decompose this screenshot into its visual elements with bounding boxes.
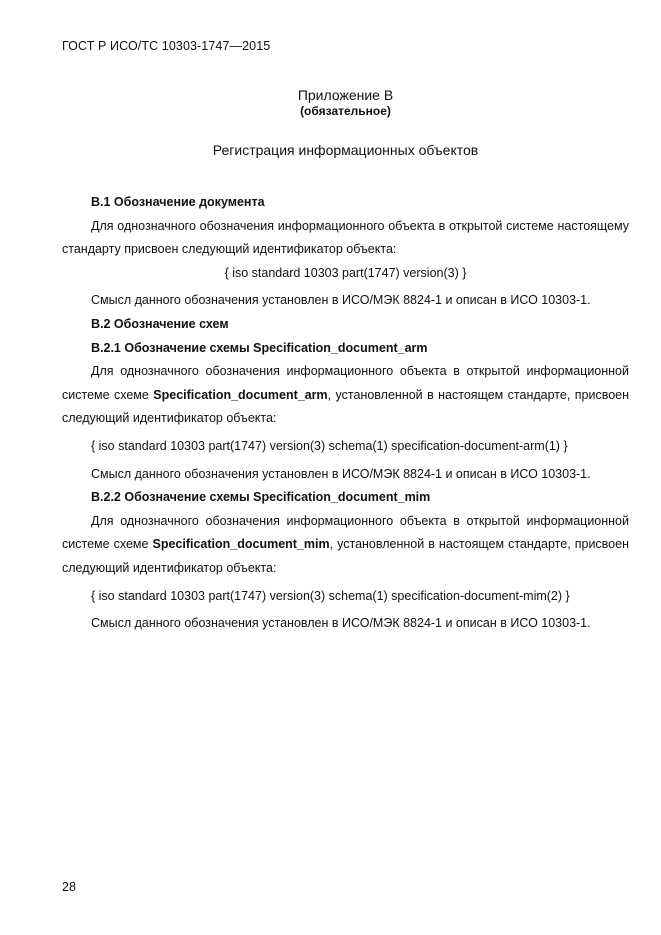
section-heading-b1: B.1 Обозначение документа	[91, 195, 265, 209]
paragraph-b1: Для однозначного обозначения информационного объекта в открытой системе настоящему стандарту присвоен следующий идентификатор объекта:	[62, 218, 629, 257]
appendix-title: Приложение B	[297, 87, 394, 103]
section-heading-b21: B.2.1 Обозначение схемы Specification_document_arm	[91, 340, 428, 355]
page-number: 28	[62, 880, 76, 894]
object-identifier-b21: { iso standard 10303 part(1747) version(3) schema(1) specification-document-arm(1) }	[91, 438, 568, 453]
appendix-heading	[0, 87, 661, 118]
object-identifier-b22: { iso standard 10303 part(1747) version(3) schema(1) specification-document-mim(2) }	[91, 588, 570, 603]
meaning-note-b1: Смысл данного обозначения установлен в ИСО/МЭК 8824-1 и описан в ИСО 10303-1.	[91, 293, 591, 308]
paragraph-b22-end: , установленной в настоящем стандарте, присвоен следующий идентификатор объекта:	[62, 537, 629, 575]
meaning-note-b22: Смысл данного обозначения установлен в ИСО/МЭК 8824-1 и описан в ИСО 10303-1.	[91, 616, 591, 631]
document-header-code: ГОСТ Р ИСО/ТС 10303-1747—2015	[62, 39, 271, 53]
schema-name-mim: Specification_document_mim	[152, 537, 330, 552]
document-body	[62, 191, 629, 636]
object-identifier-b1: { iso standard 10303 part(1747) version(3) }	[224, 265, 467, 280]
schema-name-arm: Specification_document_arm	[153, 387, 328, 402]
paragraph-b22	[62, 510, 629, 581]
section-heading-b22: B.2.2 Обозначение схемы Specification_document_mim	[91, 490, 431, 505]
meaning-note-b21: Смысл данного обозначения установлен в ИСО/МЭК 8824-1 и описан в ИСО 10303-1.	[91, 466, 591, 481]
appendix-status: (обязательное)	[300, 104, 391, 118]
paragraph-b21-start: Для однозначного обозначения информационного объекта в открытой информационной системе схеме	[62, 364, 629, 402]
section-heading-b2: B.2 Обозначение схем	[91, 316, 229, 331]
page-title: Регистрация информационных объектов	[212, 142, 479, 158]
paragraph-b21	[62, 360, 629, 431]
paragraph-b22-start: Для однозначного обозначения информационного объекта в открытой информационной системе схеме	[62, 513, 629, 552]
paragraph-b21-end: , установленной в настоящем стандарте, присвоен следующий идентификатор объекта:	[62, 387, 629, 426]
